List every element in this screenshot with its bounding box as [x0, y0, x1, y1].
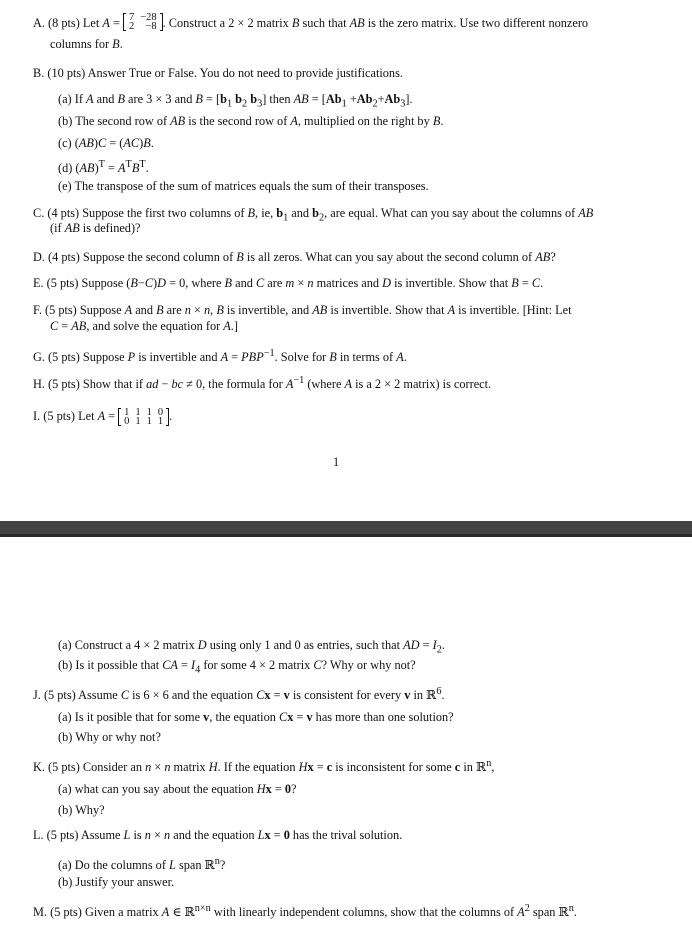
problem-a-line2: columns for B. — [50, 37, 123, 51]
problem-b-header: B. (10 pts) Answer True or False. You do not need to provide justifications. — [33, 66, 403, 80]
problem-c-line2: (if AB is defined)? — [50, 221, 141, 235]
problem-g: G. (5 pts) Suppose P is invertible and $A = PBP^{-1}$. Solve for B in terms of A. — [33, 348, 407, 365]
problem-l-item-a: (a) Do the columns of L span ℝ$^n$? — [58, 856, 226, 873]
problem-b-item-e: (e) The transpose of the sum of matrices equals the sum of their transposes. — [58, 179, 429, 193]
problem-f-line2: C = AB, and solve the equation for A.] — [50, 319, 238, 333]
problem-c-line1: C. (4 pts) Suppose the first two columns of B, ie, $b_1$ and $b_2$, are equal. What can you say about the columns of AB — [33, 206, 594, 224]
matrix-i: 1 1 1 0 0 1 1 1 — [118, 408, 169, 426]
problem-j-item-b: (b) Why or why not? — [58, 730, 161, 744]
problem-i-item-b: (b) Is it possible that CA = $I_4$ for some 4 × 2 matrix C? Why or why not? — [58, 658, 416, 676]
problem-i: I. (5 pts) Let A = 1 1 1 0 0 1 1 1 . — [33, 407, 173, 428]
problem-e: E. (5 pts) Suppose (B−C)D = 0, where B and C are m × n matrices and D is invertible. Show that B = C. — [33, 276, 544, 290]
problem-b-item-a: (a) If A and B are 3 × 3 and $B = [b_1$ $b_2$ $b_3$] then AB = $[Ab_1 +Ab_2+Ab_3]$. — [58, 92, 413, 110]
problem-l-item-b: (b) Justify your answer. — [58, 875, 175, 889]
problem-j: J. (5 pts) Assume C is 6 × 6 and the equation Cx = v is consistent for every v in ℝ$^6$. — [33, 686, 445, 703]
problem-h: H. (5 pts) Show that if ad − bc ≠ 0, the formula for $A^{-1}$ (where A is a 2 × 2 matrix) is correct. — [33, 375, 492, 392]
page-number: 1 — [333, 455, 340, 469]
problem-d: D. (4 pts) Suppose the second column of B is all zeros. What can you say about the second column of AB? — [33, 250, 556, 264]
problem-k-item-a: (a) what can you say about the equation Hx = 0? — [58, 782, 297, 796]
problem-k-item-b: (b) Why? — [58, 803, 105, 817]
problem-f-line1: F. (5 pts) Suppose A and B are n × n, B is invertible, and AB is invertible. Show that A is invertible. [Hint: Let — [33, 303, 572, 317]
problem-b-item-d: (d) $(AB)^T = A^TB^T$. — [58, 159, 149, 176]
problem-m: M. (5 pts) Given a matrix A ∈ ℝ$^{n\times n}$ with linearly independent columns, show that the columns of $A^2$ span ℝ$^n$. — [33, 903, 577, 920]
problem-b-item-b: (b) The second row of AB is the second row of A, multiplied on the right by B. — [58, 114, 444, 128]
problem-i-item-a: (a) Construct a 4 × 2 matrix D using only 1 and 0 as entries, such that AD = $I_2$. — [58, 638, 445, 656]
problem-k: K. (5 pts) Consider an n × n matrix H. If the equation Hx = c is inconsistent for some c in ℝ$^n$, — [33, 758, 495, 775]
problem-j-item-a: (a) Is it posible that for some v, the equation Cx = v has more than one solution? — [58, 710, 454, 724]
matrix-a: 7 −28 2 −8 — [123, 13, 163, 31]
page-divider — [0, 521, 692, 537]
problem-l: L. (5 pts) Assume L is n × n and the equation Lx = 0 has the trival solution. — [33, 828, 403, 842]
problem-a-line1: A. (8 pts) Let A = 7 −28 2 −8 . Construct a 2 × 2 matrix B such that AB is the zero matrix. Use two different nonzero — [33, 12, 589, 33]
problem-b-item-c: (c) (AB)C = (AC)B. — [58, 136, 154, 150]
